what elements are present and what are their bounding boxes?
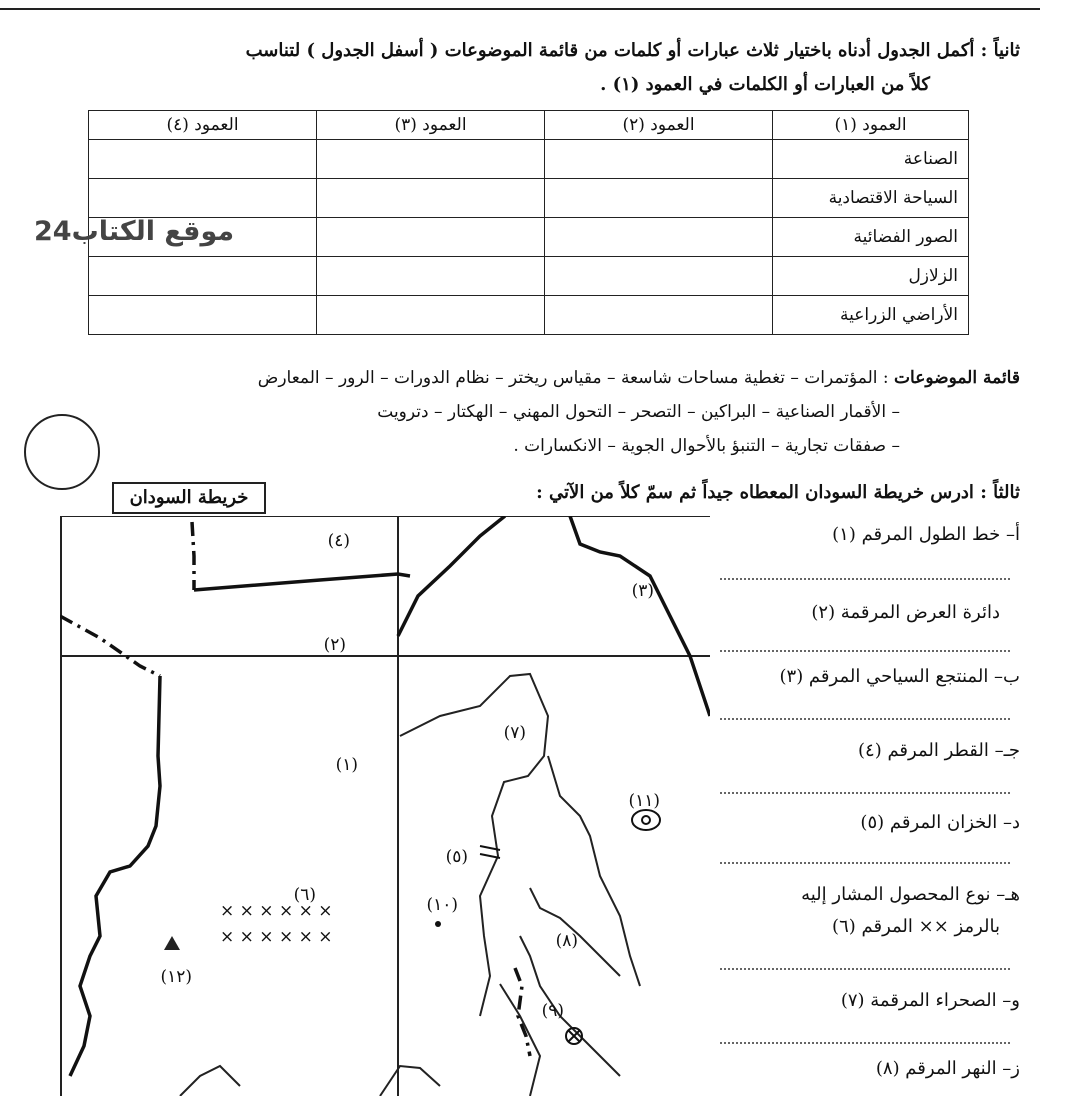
answer-cell[interactable]	[545, 296, 773, 335]
question-a2: دائرة العرض المرقمة (٢)	[811, 602, 1000, 623]
column-header-4: العمود (٤)	[89, 111, 317, 140]
question-d: د– الخزان المرقم (٥)	[860, 812, 1020, 833]
map-label-5: (٥)	[445, 847, 468, 867]
question-e: هـ– نوع المحصول المشار إليه	[801, 884, 1020, 905]
table-row	[89, 179, 969, 218]
site-watermark: موقع الكتاب24	[34, 216, 235, 247]
table-row	[89, 257, 969, 296]
row-term: السياحة الاقتصادية	[773, 179, 969, 218]
answer-cell[interactable]	[89, 296, 317, 335]
map-label-2: (٢)	[323, 635, 346, 655]
map-label-4: (٤)	[327, 531, 350, 551]
column-header-1: العمود (١)	[773, 111, 969, 140]
river-line	[548, 756, 640, 986]
crop-symbols: × × × × × ×	[220, 901, 333, 921]
table-header-row	[89, 111, 969, 140]
answer-cell[interactable]	[545, 218, 773, 257]
answer-line[interactable]	[720, 862, 1010, 864]
topics-line-1	[258, 368, 1020, 388]
map-label-10: (١٠)	[426, 895, 458, 915]
score-circle	[24, 414, 100, 490]
crop-symbols: × × × × × ×	[220, 927, 333, 947]
border-line	[192, 522, 194, 590]
map-label-7: (٧)	[503, 723, 526, 743]
map-title: خريطة السودان	[112, 482, 266, 514]
answer-cell[interactable]	[89, 179, 317, 218]
table-row	[89, 140, 969, 179]
answer-cell[interactable]	[317, 179, 545, 218]
map-label-8: (٨)	[555, 931, 578, 951]
answer-cell[interactable]	[317, 218, 545, 257]
row-term: الأراضي الزراعية	[773, 296, 969, 335]
map-label-3: (٣)	[631, 581, 654, 601]
answer-line[interactable]	[720, 578, 1010, 580]
row-term: الزلازل	[773, 257, 969, 296]
coast-line	[570, 516, 710, 716]
question-e2: بالرمز ×× المرقم (٦)	[832, 916, 1000, 937]
question-a: أ– خط الطول المرقم (١)	[832, 524, 1020, 545]
border-line	[60, 616, 160, 676]
question-g: ز– النهر المرقم (٨)	[875, 1058, 1020, 1079]
egypt-border	[194, 574, 410, 590]
instruction-line-2: كلاً من العبارات أو الكلمات في العمود (١) .	[600, 74, 930, 95]
topics-text-1: : المؤتمرات – تغطية مساحات شاسعة – مقياس ريختر – نظام الدورات – الرور – المعارض	[257, 368, 889, 388]
map-label-1: (١)	[335, 755, 358, 775]
question-b: ب– المنتجع السياحي المرقم (٣)	[779, 666, 1020, 687]
resort-symbol	[642, 816, 650, 824]
question-c: جـ– القطر المرقم (٤)	[858, 740, 1020, 761]
column-header-3: العمود (٣)	[317, 111, 545, 140]
city-point	[435, 921, 441, 927]
topics-line-2: – الأقمار الصناعية – البراكين – التصحر – التحول المهني – الهكتار – دترويت	[377, 402, 900, 422]
answer-line[interactable]	[720, 718, 1010, 720]
southern-border	[180, 1066, 240, 1096]
column-header-2: العمود (٢)	[545, 111, 773, 140]
answer-line[interactable]	[720, 1042, 1010, 1044]
map-label-9: (٩)	[541, 1001, 564, 1021]
answer-cell[interactable]	[317, 140, 545, 179]
answer-line[interactable]	[720, 650, 1010, 652]
instruction-line-1: ثانياً : أكمل الجدول أدناه باختيار ثلاث عبارات أو كلمات من قائمة الموضوعات ( أسفل الجدول ) لتناسب	[245, 40, 1020, 61]
answer-cell[interactable]	[89, 140, 317, 179]
table-row	[89, 296, 969, 335]
answer-cell[interactable]	[317, 257, 545, 296]
answer-cell[interactable]	[545, 179, 773, 218]
answer-cell[interactable]	[317, 296, 545, 335]
answer-line[interactable]	[720, 968, 1010, 970]
map-label-11: (١١)	[628, 791, 660, 811]
sudan-map	[60, 516, 710, 1096]
answer-cell[interactable]	[545, 140, 773, 179]
page-top-rule	[0, 8, 1040, 10]
topics-title: قائمة الموضوعات	[894, 368, 1020, 388]
resort-symbol	[632, 810, 660, 830]
answer-cell[interactable]	[545, 257, 773, 296]
answer-line[interactable]	[720, 792, 1010, 794]
answer-cell[interactable]	[89, 257, 317, 296]
map-label-12: (١٢)	[160, 967, 192, 987]
question-f: و– الصحراء المرقمة (٧)	[840, 990, 1020, 1011]
map-label-6: (٦)	[293, 885, 316, 905]
southern-border	[380, 1066, 440, 1096]
river-line	[520, 936, 620, 1076]
western-border	[70, 676, 160, 1076]
row-term: الصور الفضائية	[773, 218, 969, 257]
row-term: الصناعة	[773, 140, 969, 179]
topics-line-3: – صفقات تجارية – التنبؤ بالأحوال الجوية – الانكسارات .	[513, 436, 900, 456]
section-3-title: ثالثاً : ادرس خريطة السودان المعطاه جيداً ثم سمّ كلاً من الآتي :	[536, 482, 1020, 503]
mountain-triangle	[164, 936, 180, 950]
coast-line	[398, 516, 505, 636]
